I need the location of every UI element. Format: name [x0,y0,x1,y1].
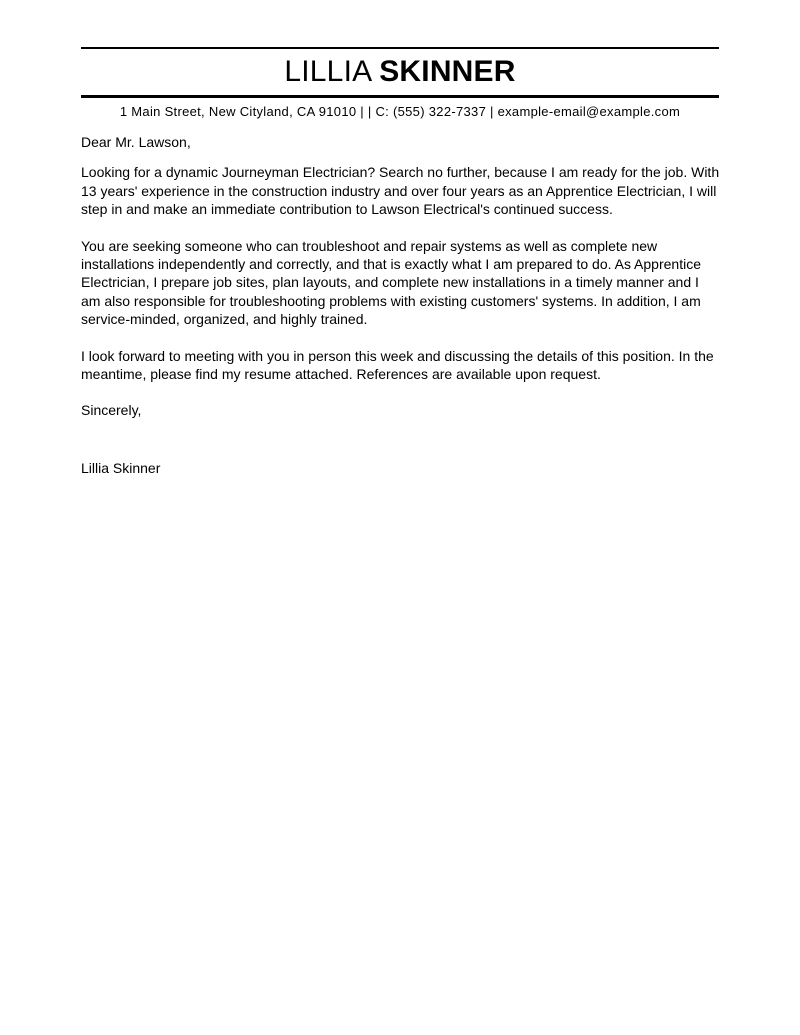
last-name: SKINNER [379,55,516,88]
signature: Lillia Skinner [81,459,161,476]
paragraph-intro: Looking for a dynamic Journeyman Electrician? Search no further, because I am ready for the job. With 13 years' experience in the construction industry and over four years as an Apprentice Electrician, I will step in and make an immediate contribution to Lawson Electrical's continued success. [81,164,720,218]
header-bottom-rule [81,95,719,98]
header-top-rule [81,47,719,49]
contact-line: 1 Main Street, New Cityland, CA 91010 | | C: (555) 322-7337 | example-email@example.com [119,104,681,119]
letter-body [81,133,721,477]
closing: Sincerely, [81,402,142,419]
salutation: Dear Mr. Lawson, [81,134,191,150]
paragraph-closing: I look forward to meeting with you in person this week and discussing the details of this position. In the meantime, please find my resume attached. References are available upon request. [81,347,714,383]
applicant-name [81,53,719,91]
paragraph-qualifications: You are seeking someone who can troubleshoot and repair systems as well as complete new installations independently and correctly, and that is exactly what I am prepared to do. As Apprentice Electrician, I prepare job sites, plan layouts, and complete new installations in a timely manner and I am also responsible for troubleshooting problems with existing customers' systems. In addition, I am service-minded, organized, and highly trained. [81,237,701,328]
first-name: LILLIA [284,55,371,88]
